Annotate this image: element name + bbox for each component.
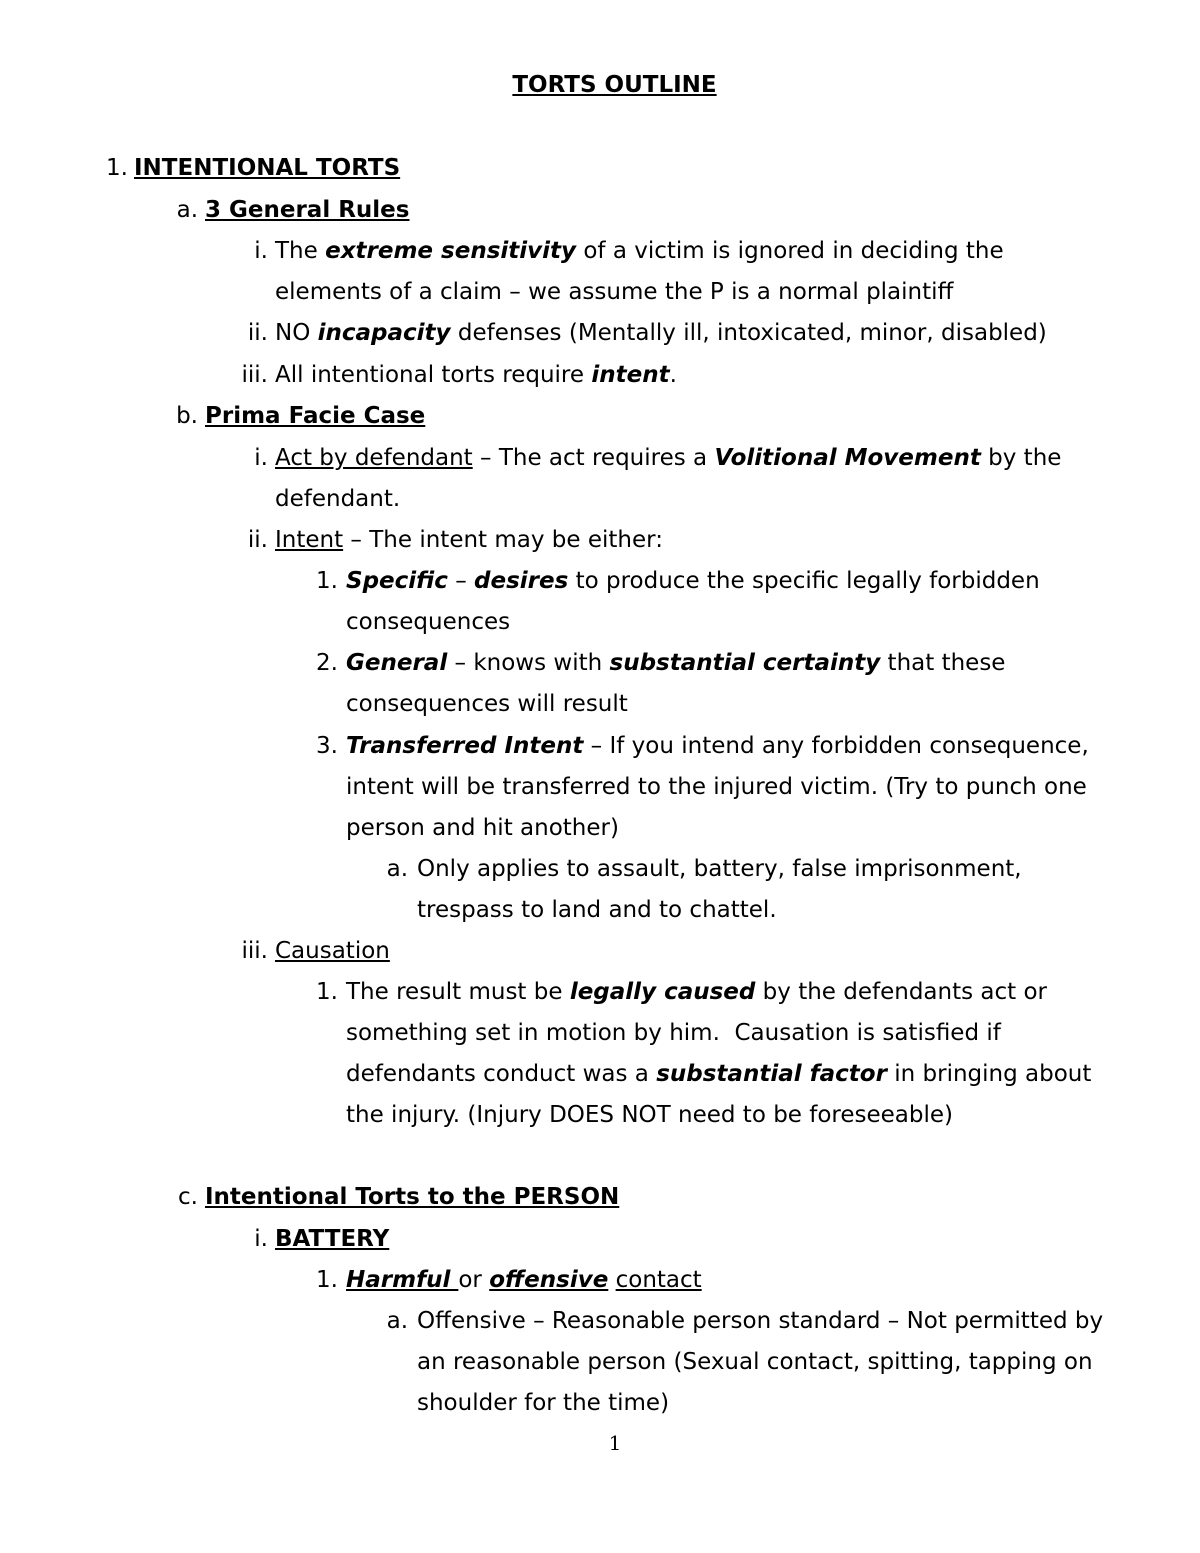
outline-line: trespass to land and to chattel. xyxy=(417,897,777,923)
outline-marker: c. xyxy=(178,1184,198,1210)
outline-marker: iii. xyxy=(241,362,268,388)
outline-line xyxy=(275,236,1004,266)
text-run: The result must be xyxy=(346,979,570,1005)
outline-line: person and hit another) xyxy=(346,815,619,841)
underlined-term: contact xyxy=(615,1267,702,1293)
text-run: NO xyxy=(275,320,318,346)
text-run: defenses (Mentally ill, intoxicated, minor, disabled) xyxy=(450,320,1047,346)
text-run: – The act requires a xyxy=(472,445,715,471)
outline-marker: i. xyxy=(254,445,268,471)
text-run: – The intent may be either: xyxy=(343,527,663,553)
outline-line xyxy=(275,525,663,555)
text-run: – xyxy=(447,568,475,594)
underlined-term: Causation xyxy=(275,938,390,964)
text-run: of a victim is ignored in deciding the xyxy=(576,238,1004,264)
outline-marker: i. xyxy=(254,238,268,264)
text-run: by the xyxy=(980,445,1062,471)
emphasis-text: substantial factor xyxy=(656,1061,887,1087)
emphasis-text: incapacity xyxy=(317,320,451,346)
emphasis-text: offensive xyxy=(489,1267,609,1293)
page-title: TORTS OUTLINE xyxy=(512,72,717,98)
outline-line xyxy=(275,318,1047,348)
outline-line: defendant. xyxy=(275,486,401,512)
outline-line xyxy=(346,566,1040,596)
heading-text: INTENTIONAL TORTS xyxy=(134,155,401,181)
outline-marker: 1. xyxy=(106,155,128,181)
outline-line xyxy=(346,648,1005,678)
emphasis-text: intent xyxy=(591,362,670,388)
outline-line xyxy=(275,936,390,966)
outline-marker: ii. xyxy=(247,527,268,553)
text-run: that these xyxy=(880,650,1006,676)
text-run: by the defendants act or xyxy=(755,979,1048,1005)
heading-text: Intentional Torts to the PERSON xyxy=(205,1184,620,1210)
emphasis-text: legally caused xyxy=(569,979,756,1005)
text-run: defendants conduct was a xyxy=(346,1061,657,1087)
emphasis-text: Harmful xyxy=(346,1267,459,1293)
outline-marker: iii. xyxy=(241,938,268,964)
text-run: – knows with xyxy=(447,650,610,676)
outline-marker: 1. xyxy=(316,979,338,1005)
emphasis-text: Volitional Movement xyxy=(714,445,981,471)
emphasis-text: General xyxy=(346,650,448,676)
outline-marker: b. xyxy=(176,403,198,429)
outline-marker: 3. xyxy=(316,733,338,759)
subsection-heading xyxy=(205,195,409,225)
text-run: All intentional torts require xyxy=(275,362,592,388)
heading-text: Prima Facie Case xyxy=(205,403,426,429)
emphasis-text: extreme sensitivity xyxy=(325,238,577,264)
outline-marker: a. xyxy=(176,197,198,223)
outline-line: consequences will result xyxy=(346,691,628,717)
heading-text: 3 General Rules xyxy=(205,197,410,223)
outline-line: something set in motion by him. Causation is satisfied if xyxy=(346,1020,1001,1046)
subsection-heading xyxy=(275,1224,389,1254)
page-number: 1 xyxy=(608,1431,622,1455)
outline-line xyxy=(275,360,677,390)
outline-marker: a. xyxy=(386,856,408,882)
outline-marker: ii. xyxy=(247,320,268,346)
outline-line: the injury. (Injury DOES NOT need to be foreseeable) xyxy=(346,1102,954,1128)
outline-line xyxy=(275,443,1061,473)
subsection-heading xyxy=(205,401,425,431)
underlined-term: Intent xyxy=(275,527,344,553)
outline-line xyxy=(346,977,1047,1007)
text-run xyxy=(608,1267,615,1293)
outline-marker: 1. xyxy=(316,568,338,594)
emphasis-text: desires xyxy=(474,568,569,594)
underlined-term: Act by defendant xyxy=(275,445,473,471)
outline-marker: a. xyxy=(386,1308,408,1334)
text-run: – If you intend any forbidden consequence, xyxy=(583,733,1089,759)
heading-text: BATTERY xyxy=(275,1226,390,1252)
section-heading xyxy=(134,153,400,183)
text-run: to produce the specific legally forbidden xyxy=(568,568,1040,594)
text-run: . xyxy=(669,362,677,388)
outline-line: consequences xyxy=(346,609,511,635)
outline-marker: i. xyxy=(254,1226,268,1252)
text-run: The xyxy=(275,238,326,264)
outline-line: shoulder for the time) xyxy=(417,1390,670,1416)
outline-line: elements of a claim – we assume the P is a normal plaintiff xyxy=(275,279,954,305)
outline-line xyxy=(346,1265,702,1295)
outline-marker: 2. xyxy=(316,650,338,676)
outline-line: Offensive – Reasonable person standard – Not permitted by xyxy=(417,1308,1104,1334)
emphasis-text: Transferred Intent xyxy=(346,733,584,759)
text-run: or xyxy=(458,1267,490,1293)
outline-line xyxy=(346,1059,1091,1089)
outline-line: intent will be transferred to the injured victim. (Try to punch one xyxy=(346,774,1087,800)
outline-line: an reasonable person (Sexual contact, spitting, tapping on xyxy=(417,1349,1093,1375)
emphasis-text: substantial certainty xyxy=(609,650,881,676)
subsection-heading xyxy=(205,1182,619,1212)
outline-line: Only applies to assault, battery, false imprisonment, xyxy=(417,856,1022,882)
outline-marker: 1. xyxy=(316,1267,338,1293)
outline-line xyxy=(346,731,1089,761)
emphasis-text: Specific xyxy=(346,568,448,594)
text-run: in bringing about xyxy=(886,1061,1092,1087)
